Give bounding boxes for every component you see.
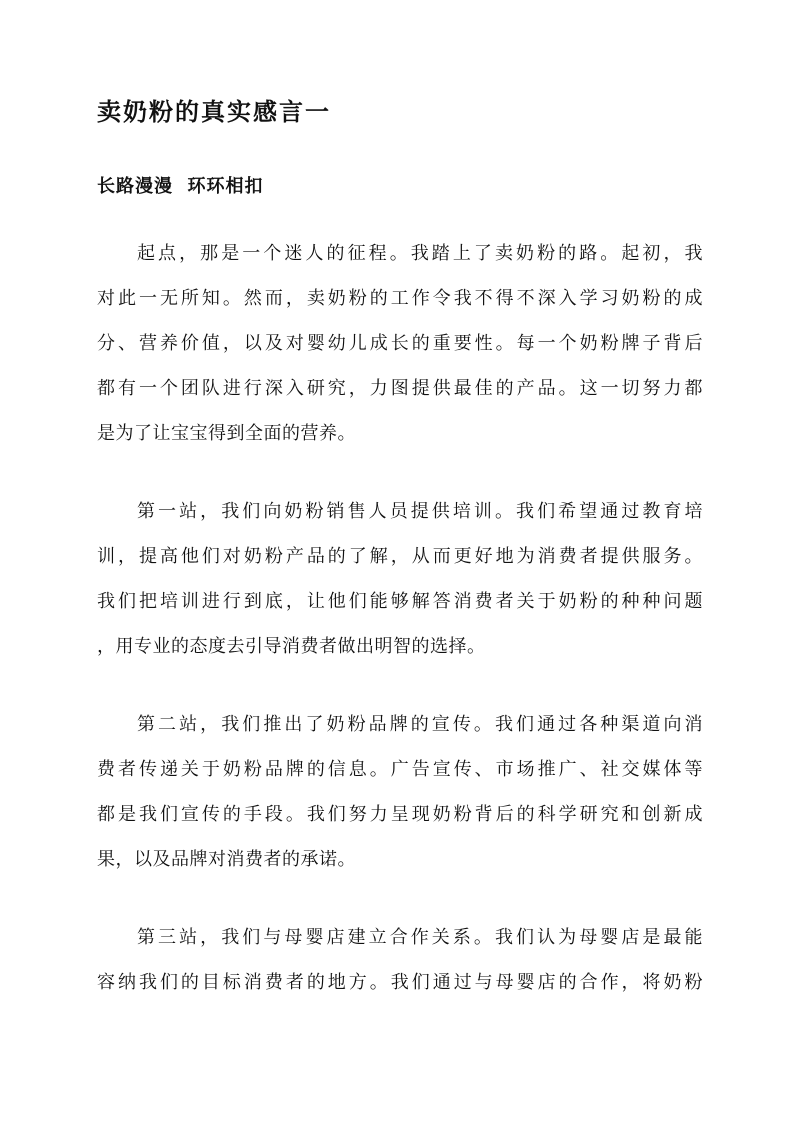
document-title: 卖奶粉的真实感言一 [97,97,331,126]
paragraph-line: 费者传递关于奶粉品牌的信息。广告宣传、市场推广、社交媒体等 [97,759,703,780]
paragraph-line: 第二站，我们推出了奶粉品牌的宣传。我们通过各种渠道向消 [137,714,703,735]
paragraph-line: 是为了让宝宝得到全面的营养。 [97,423,356,444]
paragraph-line: 容纳我们的目标消费者的地方。我们通过与母婴店的合作，将奶粉 [97,972,703,993]
paragraph-line: ，用专业的态度去引导消费者做出明智的选择。 [97,636,486,657]
paragraph-line: 果，以及品牌对消费者的承诺。 [97,849,356,870]
body-text [97,231,703,1038]
paragraph-line: 第三站，我们与母婴店建立合作关系。我们认为母婴店是最能 [137,927,703,948]
paragraph-line: 对此一无所知。然而，卖奶粉的工作令我不得不深入学习奶粉的成 [97,288,703,309]
paragraph-2 [97,489,703,669]
paragraph-line: 分、营养价值，以及对婴幼儿成长的重要性。每一个奶粉牌子背后 [97,333,703,354]
paragraph-line: 第一站，我们向奶粉销售人员提供培训。我们希望通过教育培 [137,501,703,522]
paragraph-1 [97,231,703,456]
paragraph-3 [97,702,703,882]
paragraph-line: 我们把培训进行到底，让他们能够解答消费者关于奶粉的种种问题 [97,591,703,612]
paragraph-4 [97,915,703,1005]
paragraph-line: 训，提高他们对奶粉产品的了解，从而更好地为消费者提供服务。 [97,546,703,567]
paragraph-line: 都有一个团队进行深入研究，力图提供最佳的产品。这一切努力都 [97,378,703,399]
section-heading: 长路漫漫 环环相扣 [97,176,264,197]
paragraph-line: 都是我们宣传的手段。我们努力呈现奶粉背后的科学研究和创新成 [97,804,703,825]
paragraph-line: 起点，那是一个迷人的征程。我踏上了卖奶粉的路。起初，我 [137,243,703,264]
